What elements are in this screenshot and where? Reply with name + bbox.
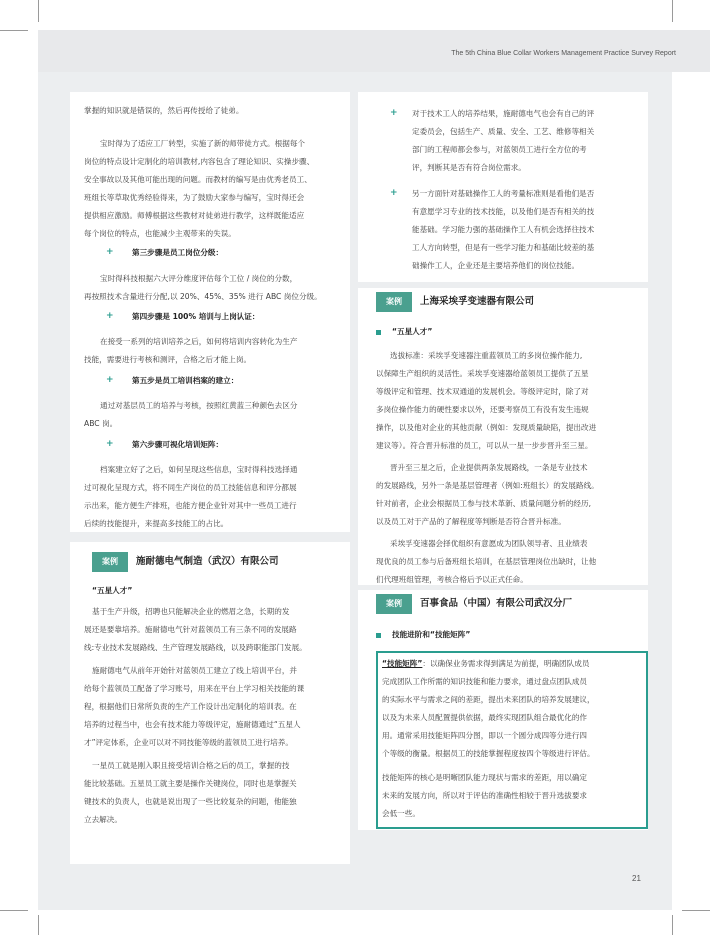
step6-title: 第六步骤可视化培训矩阵： [132,440,224,449]
case-tag: 案例 [376,292,412,312]
body-line: 现优良的员工参与后备班组长培训，在基层管理岗位出缺时，让他 [376,557,597,566]
case-tag: 案例 [376,594,412,614]
body-line: 的实际水平与需求之间的差距，提出未来团队的培养发展建议， [382,695,595,704]
body-line: 施耐德电气从前年开始针对蓝领员工建立了线上培训平台，并 [92,666,298,675]
body-line: 培养的过程当中，也会有技术能力等级评定，施耐德通过“五星人 [84,720,301,729]
body-line: 未来的发展方向，所以对于评估的准确性相较于晋升选拔要求 [382,791,588,800]
crop-mark [0,30,28,31]
body-line: 针对前者，企业会根据员工参与技术革新、质量问题分析的经历, [376,499,592,508]
body-line: ABC 岗。 [84,419,118,428]
body-line: 才”评定体系，企业可以对不同技能等级的蓝领员工进行培养。 [84,738,293,747]
plus-bullet-icon: + [390,108,398,118]
case-subtitle: “五星人才” [92,586,133,595]
plus-bullet-icon: + [106,375,114,385]
body-line: 以及员工对于产品的了解程度等判断是否符合晋升标准。 [376,517,566,526]
body-line: 定委员会，包括生产、质量、安全、工艺、维修等相关 [412,127,595,136]
body-line: 档案建立好了之后，如何呈现这些信息，宝时得科技选择通 [100,465,298,474]
body-line: 给每个蓝领员工配备了学习账号，用来在平台上学习相关技能的课 [84,684,305,693]
body-line: 建议等）。符合晋升标准的员工，可以从一星一步步晋升至三星。 [376,441,593,450]
case-title: 施耐德电气制造（武汉）有限公司 [136,556,279,567]
body-line: 有意愿学习专业的技术技能，以及他们是否有相关的技 [412,207,595,216]
body-line: 个等级的衡量。根据员工的技能掌握程度按四个等级进行评估。 [382,749,595,758]
body-line: 部门的工程师都会参与，对蓝领员工进行全方位的考 [412,145,587,154]
crop-mark [38,915,39,935]
crop-mark [682,910,710,911]
body-line: 提供相应激励。师傅根据这些教材对徒弟进行教学，这样既能适应 [84,211,305,220]
step5-title: 第五步是员工培训档案的建立： [132,376,239,385]
body-line: 多岗位操作能力的硬性要求以外，还要考察员工有没有发生违规 [376,405,589,414]
body-line: 立去解决。 [84,815,122,824]
body-line: 等级评定和管理、技术双通道的发展机会。等级评定时，除了对 [376,387,589,396]
case-title: 上海采埃孚变速器有限公司 [420,296,535,307]
body-line: 程，根据他们日常所负责的生产工作设计出定制化的培训表。在 [84,702,297,711]
case-header [376,594,636,614]
body-line: 示出来，能方便生产排班，也能方便企业针对其中一些员工进行 [84,501,297,510]
step4-title: 第四步骤是 100% 培训与上岗认证： [132,312,260,321]
plus-bullet-icon: + [106,247,114,257]
body-line: 采埃孚变速器会择优组织有意愿成为团队领导者、且业绩表 [390,539,588,548]
body-line: 再按照技术含量进行分配,以 20%、45%、35% 进行 ABC 岗位分级。 [84,292,322,301]
body-line: 能基础。学习能力强的基础操作工人有机会选择往技术 [412,225,595,234]
body-line: 岗位的特点设计定制化的培训教材,内容包含了理论知识、实操步骤、 [84,157,315,166]
body-line: 一星员工就是刚入职且接受培训合格之后的员工，掌握的技 [92,761,290,770]
body-line: 选拔标准：采埃孚变速器注重蓝领员工的多岗位操作能力, [390,351,583,360]
body-line: 展还是要靠培养。施耐德电气针对蓝领员工有三条不同的发展路 [84,625,297,634]
case-title: 百事食品（中国）有限公司武汉分厂 [420,598,573,609]
body-line: 班组长等草取优秀经验得来，为了鼓励大家参与编写，宝时得还会 [84,193,305,202]
body-line: 后续的技能提升，来提高多技能工的占比。 [84,519,229,528]
plus-bullet-icon: + [106,439,114,449]
body-line: 每个岗位的特点，也能减少主观带来的失误。 [84,229,236,238]
crop-mark [672,0,673,22]
case-header [92,552,332,572]
body-line: 会低一些。 [382,809,420,818]
body-line: 的发展路线，另外一条是基层管理者（例如:班组长）的发展路线。 [376,481,599,490]
body-line [382,656,589,672]
case-tag: 案例 [92,552,128,572]
body-line: 技能，需要进行考核和测评，合格之后才能上岗。 [84,355,252,364]
body-line: 完成团队工作所需的知识技能和能力要求，通过盘点团队成员 [382,677,588,686]
body-line: 对于技术工人的培养结果，施耐德电气也会有自己的评 [412,109,595,118]
body-line: 在接受一系列的培训培养之后，如何将培训内容转化为生产 [100,337,298,346]
body-line: 工人方向转型，但是有一些学习能力和基础比较差的基 [412,243,595,252]
case-subtitle: 技能进阶和“技能矩阵” [392,630,471,639]
crop-mark [38,0,39,22]
case-header [376,292,626,312]
highlight-term: “技能矩阵” [382,659,423,668]
body-line: 以保障生产组织的灵活性。采埃孚变速器给蓝领员工提供了五星 [376,369,589,378]
plus-bullet-icon: + [390,188,398,198]
plus-bullet-icon: + [106,311,114,321]
body-line: 安全事故以及其他可能出现的问题。而教材的编写是由优秀老员工、 [84,175,312,184]
crop-mark [0,910,28,911]
case-subtitle: “五星人才” [392,327,433,336]
body-line: 过可视化呈现方式，将不同生产岗位的员工技能信息和评分都展 [84,483,297,492]
body-line: 基于生产升级，招聘也只能解决企业的燃眉之急，长期的发 [92,607,290,616]
body-line: 掌握的知识就是错误的，然后再传授给了徒弟。 [84,106,244,115]
square-bullet-icon [376,330,381,335]
body-line: 能比较基础。五星员工就主要是操作关键岗位，同时也是掌握关 [84,779,297,788]
body-line: 操作，以及他对企业的其他贡献（例如：发现质量缺陷，提出改进 [376,423,597,432]
body-line: 用。通常采用技能矩阵四分图，即以一个圆分成四等分进行四 [382,731,588,740]
body-line: 们代理班组管理，考核合格后予以正式任命。 [376,575,528,584]
body-line: 晋升至三星之后，企业提供两条发展路线，一条是专业技术 [390,463,588,472]
body-line: 础操作工人，企业还是主要培养他们的岗位技能。 [412,261,580,270]
step3-title: 第三步骤是员工岗位分级： [132,248,224,257]
body-line: 通过对基层员工的培养与考核，按照红黄蓝三种颜色去区分 [100,401,298,410]
highlight-first-line: ：以确保业务需求得到满足为前提，明确团队成员 [422,659,590,668]
body-line: 评，判断其是否有符合岗位需求。 [412,163,526,172]
crop-mark [672,915,673,935]
body-line: 以及为未来人员配置提供依据，最终实现团队组合最优化的作 [382,713,588,722]
body-line: 另一方面针对基础操作工人的考量标准则是看他们是否 [412,189,595,198]
body-line: 线:专业技术发展路线、生产管理发展路线，以及跨职能部门发展。 [84,643,307,652]
square-bullet-icon [376,633,381,638]
body-line: 宝时得为了适应工厂转型，实施了新的师带徒方式。根据每个 [100,139,306,148]
page-number: 21 [632,874,641,883]
report-title: The 5th China Blue Collar Workers Management Practice Survey Report [451,50,676,57]
body-line: 技能矩阵的核心是明晰团队能力现状与需求的差距，用以确定 [382,773,588,782]
body-line: 宝时得科技根据六大评分维度评估每个工位 / 岗位的分数， [100,274,298,283]
body-line: 键技术的负责人，也就是说出现了一些比较复杂的问题，他能独 [84,797,297,806]
